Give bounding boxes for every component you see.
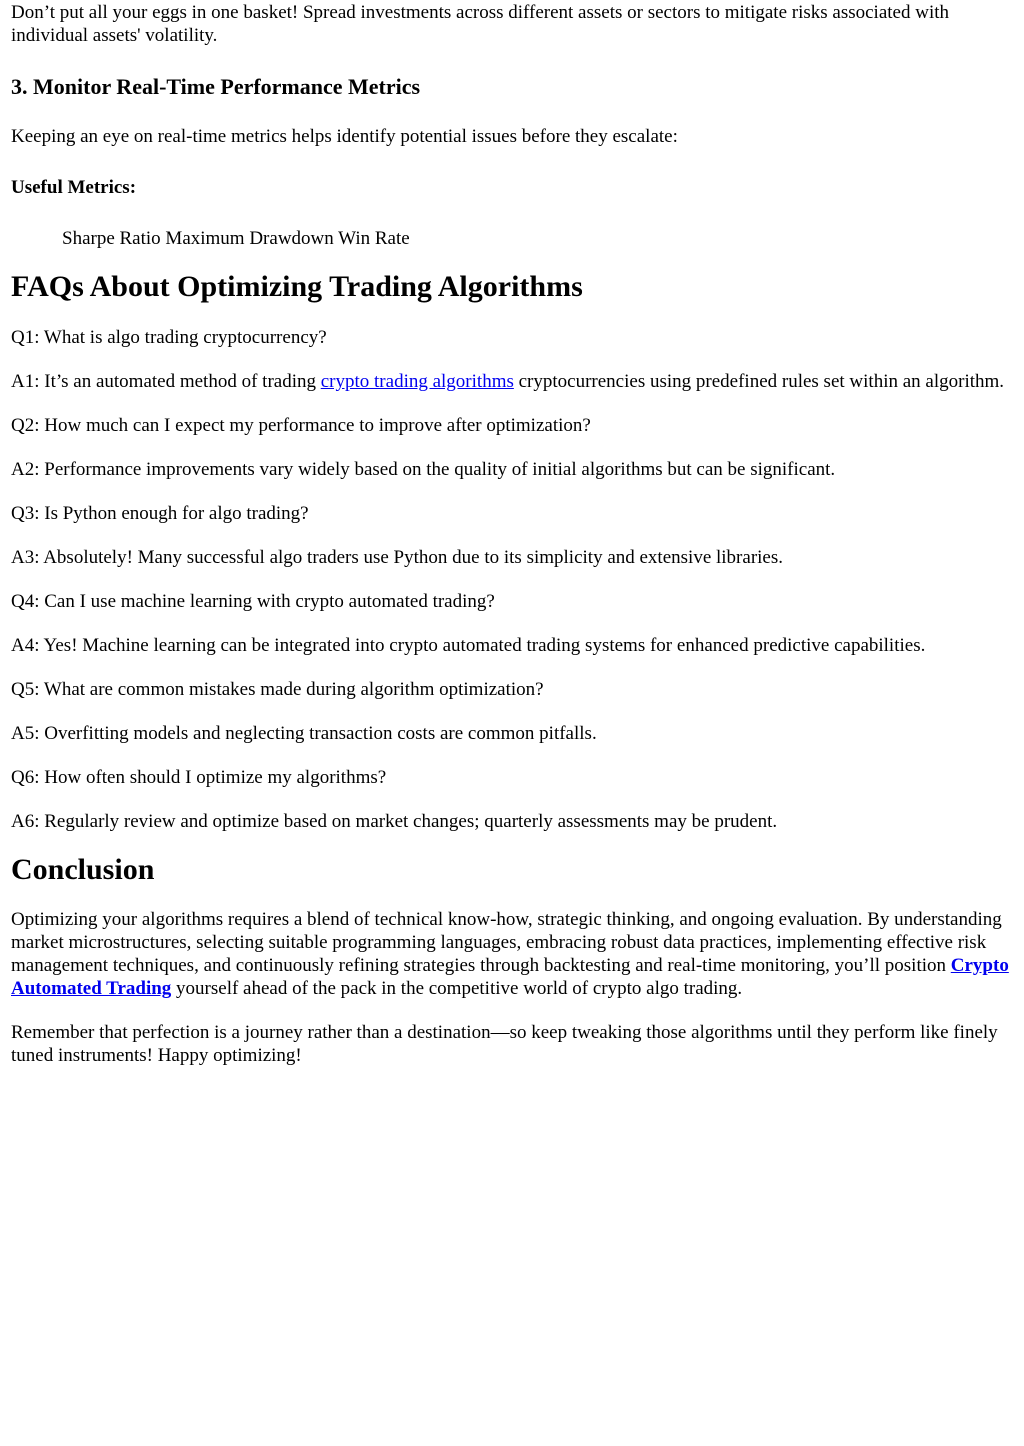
faq-answer-1-text-end: cryptocurrencies using predefined rules set within an algorithm. <box>513 371 1005 392</box>
conclusion-heading: Conclusion <box>11 853 155 886</box>
crypto-automated-trading-link[interactable]: Crypto Automated Trading <box>11 955 1009 999</box>
faq-question-4: Q4: Can I use machine learning with crypto automated trading? <box>11 591 495 612</box>
conclusion-paragraph-1 <box>11 908 1013 1000</box>
conclusion-paragraph-1-text-end: yourself ahead of the pack in the competitive world of crypto algo trading. <box>171 978 743 999</box>
section-heading-monitor: 3. Monitor Real-Time Performance Metrics <box>11 74 421 99</box>
faq-question-1: Q1: What is algo trading cryptocurrency? <box>11 327 327 348</box>
metrics-list: Sharpe Ratio Maximum Drawdown Win Rate <box>62 228 410 249</box>
intro-paragraph: Don’t put all your eggs in one basket! Spread investments across different assets or sectors to mitigate risks associated with individual assets' volatility. <box>11 2 950 46</box>
faq-question-5: Q5: What are common mistakes made during algorithm optimization? <box>11 679 544 700</box>
faq-answer-1-text-start: A1: It’s an automated method of trading <box>11 371 321 392</box>
conclusion-paragraph-2: Remember that perfection is a journey rather than a destination—so keep tweaking those algorithms until they perform like finely tuned instruments! Happy optimizing! <box>11 1022 998 1066</box>
faqs-heading: FAQs About Optimizing Trading Algorithms <box>11 270 583 303</box>
useful-metrics-label: Useful Metrics: <box>11 177 137 198</box>
faq-answer-5: A5: Overfitting models and neglecting transaction costs are common pitfalls. <box>11 723 597 744</box>
faq-answer-3: A3: Absolutely! Many successful algo traders use Python due to its simplicity and extensive libraries. <box>11 547 784 568</box>
faq-question-3: Q3: Is Python enough for algo trading? <box>11 503 309 524</box>
faq-answer-2: A2: Performance improvements vary widely based on the quality of initial algorithms but can be significant. <box>11 459 836 480</box>
faq-answer-1 <box>11 370 1013 393</box>
faq-question-2: Q2: How much can I expect my performance to improve after optimization? <box>11 415 591 436</box>
faq-answer-4: A4: Yes! Machine learning can be integrated into crypto automated trading systems for enhanced predictive capabilities. <box>11 635 926 656</box>
crypto-trading-algorithms-link[interactable]: crypto trading algorithms <box>320 371 514 392</box>
monitor-paragraph: Keeping an eye on real-time metrics helps identify potential issues before they escalate: <box>11 126 678 147</box>
faq-answer-6: A6: Regularly review and optimize based on market changes; quarterly assessments may be prudent. <box>11 811 778 832</box>
faq-question-6: Q6: How often should I optimize my algorithms? <box>11 767 387 788</box>
conclusion-paragraph-1-text-start: Optimizing your algorithms requires a blend of technical know-how, strategic thinking, and ongoing evaluation. By understanding market microstructures, selecting suitable programming languages, embracing robust data practices, implementing effective risk management techniques, and continuously refining strategies through backtesting and real-time monitoring, you’ll position <box>11 909 1002 976</box>
